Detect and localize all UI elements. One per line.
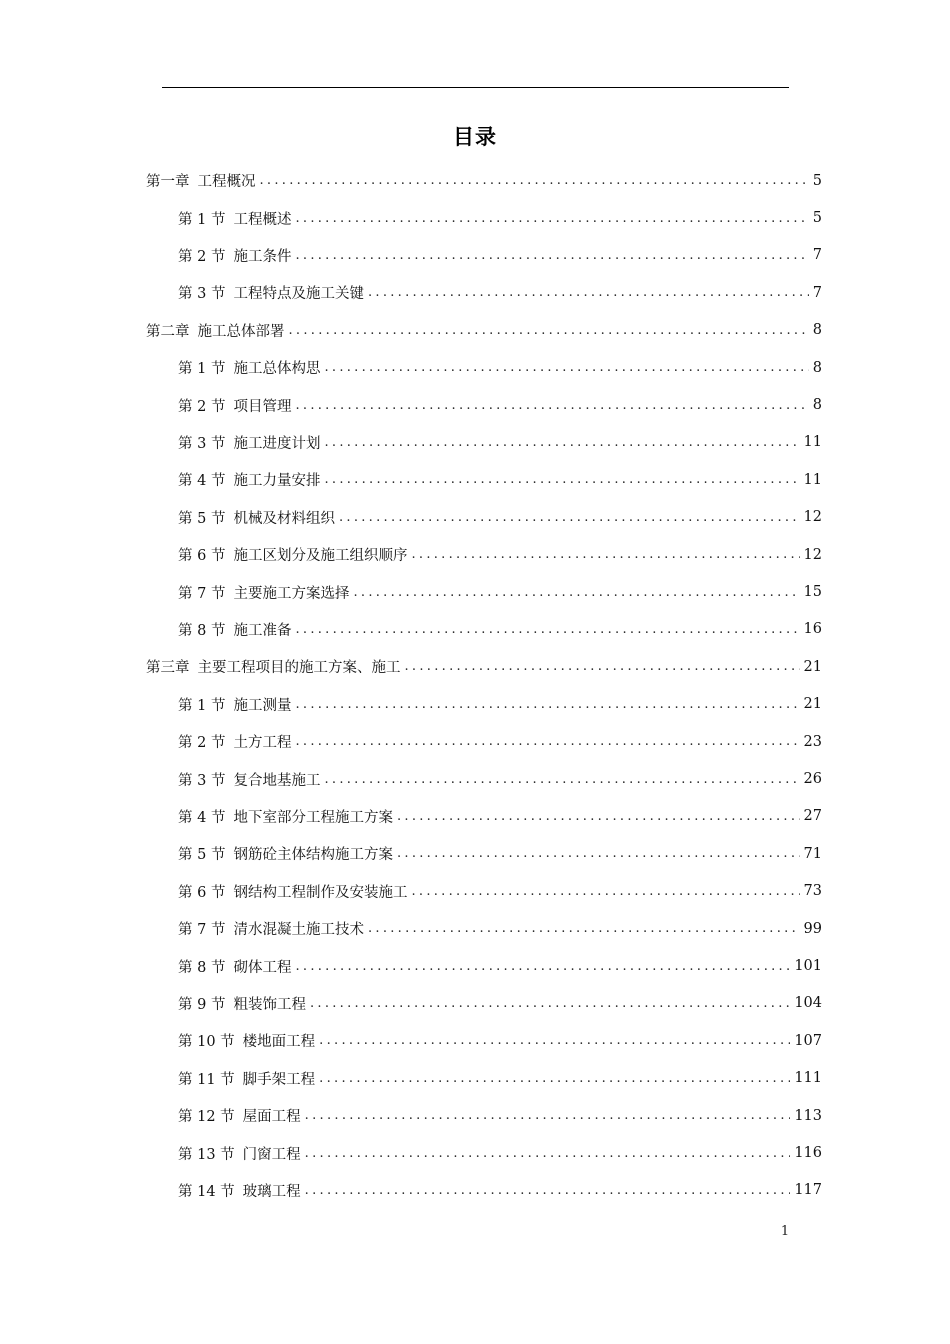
toc-entry-number: 第 2 节	[178, 735, 226, 752]
dot-leader	[295, 248, 808, 263]
toc-section-entry[interactable]	[178, 985, 822, 1022]
toc-entry-number: 第 3 节	[178, 286, 226, 303]
page-number: 1	[780, 1224, 790, 1239]
dot-leader	[324, 472, 799, 487]
toc-section-entry[interactable]	[178, 910, 822, 947]
toc-entry-number: 第 10 节	[178, 1034, 235, 1051]
toc-entry-title: 施工进度计划	[233, 435, 321, 452]
toc-section-entry[interactable]	[178, 1134, 822, 1171]
toc-entry-number: 第 3 节	[178, 435, 226, 452]
dot-leader	[405, 659, 800, 674]
toc-section-entry[interactable]	[178, 760, 822, 797]
toc-entry-page: 117	[794, 1182, 822, 1199]
toc-section-entry[interactable]	[178, 237, 822, 274]
toc-entry-number: 第三章	[146, 660, 190, 677]
toc-entry-number: 第 6 节	[178, 884, 226, 901]
dot-leader	[319, 1033, 790, 1048]
toc-entry-title: 地下室部分工程施工方案	[233, 809, 393, 826]
toc-entry-number: 第 13 节	[178, 1146, 235, 1163]
toc-entry-number: 第 7 节	[178, 585, 226, 602]
toc-entry-title: 机械及材料组织	[233, 510, 335, 527]
toc-entry-page: 71	[803, 845, 822, 862]
toc-section-entry[interactable]	[178, 386, 822, 423]
toc-section-entry[interactable]	[178, 1172, 822, 1209]
toc-entry-number: 第 14 节	[178, 1183, 235, 1200]
toc-entry-title: 施工总体构思	[233, 361, 321, 378]
toc-section-entry[interactable]	[178, 947, 822, 984]
toc-entry-page: 11	[803, 434, 822, 451]
toc-section-entry[interactable]	[178, 873, 822, 910]
toc-entry-page: 15	[803, 584, 822, 601]
dot-leader	[319, 1071, 790, 1086]
toc-entry-number: 第 5 节	[178, 510, 226, 527]
toc-entry-page: 5	[812, 210, 822, 227]
toc-entry-page: 11	[803, 471, 822, 488]
dot-leader	[295, 697, 799, 712]
toc-entry-title: 工程概述	[233, 211, 292, 228]
toc-entry-page: 7	[812, 284, 822, 301]
toc-chapter-entry[interactable]	[146, 312, 822, 349]
toc-entry-number: 第 3 节	[178, 772, 226, 789]
dot-leader	[397, 846, 800, 861]
dot-leader	[295, 734, 799, 749]
dot-leader	[324, 435, 799, 450]
toc-section-entry[interactable]	[178, 1097, 822, 1134]
toc-entry-number: 第 2 节	[178, 398, 226, 415]
toc-section-entry[interactable]	[178, 1060, 822, 1097]
toc-section-entry[interactable]	[178, 686, 822, 723]
toc-entry-title: 钢结构工程制作及安装施工	[233, 884, 408, 901]
dot-leader	[310, 996, 790, 1011]
toc-entry-title: 屋面工程	[242, 1109, 301, 1126]
toc-entry-page: 104	[794, 995, 822, 1012]
toc-entry-number: 第 2 节	[178, 248, 226, 265]
toc-entry-title: 土方工程	[233, 735, 292, 752]
dot-leader	[411, 884, 799, 899]
toc-title: 目录	[453, 125, 497, 149]
toc-entry-title: 粗装饰工程	[233, 996, 306, 1013]
toc-entry-title: 施工力量安排	[233, 473, 321, 490]
toc-entry-title: 项目管理	[233, 398, 292, 415]
toc-entry-number: 第 12 节	[178, 1109, 235, 1126]
toc-entry-page: 116	[794, 1145, 822, 1162]
toc-section-entry[interactable]	[178, 349, 822, 386]
toc-section-entry[interactable]	[178, 1022, 822, 1059]
dot-leader	[305, 1146, 791, 1161]
toc-entry-title: 施工总体部署	[197, 323, 285, 340]
dot-leader	[295, 622, 799, 637]
dot-leader	[339, 510, 800, 525]
toc-entry-number: 第 8 节	[178, 622, 226, 639]
dot-leader	[295, 211, 808, 226]
toc-entry-page: 5	[812, 172, 822, 189]
dot-leader	[289, 323, 809, 338]
toc-entry-title: 清水混凝土施工技术	[233, 922, 364, 939]
toc-entry-title: 楼地面工程	[242, 1034, 316, 1051]
toc-entry-number: 第 1 节	[178, 697, 226, 714]
dot-leader	[295, 398, 808, 413]
toc-entry-title: 施工条件	[233, 248, 292, 265]
dot-leader	[305, 1183, 791, 1198]
toc-section-entry[interactable]	[178, 461, 822, 498]
toc-entry-title: 玻璃工程	[242, 1183, 301, 1200]
dot-leader	[353, 585, 799, 600]
toc-entry-title: 脚手架工程	[242, 1071, 316, 1088]
toc-entry-page: 23	[803, 733, 822, 750]
toc-chapter-entry[interactable]	[146, 648, 822, 685]
toc-entry-number: 第二章	[146, 323, 190, 340]
toc-section-entry[interactable]	[178, 499, 822, 536]
toc-entry-page: 26	[803, 771, 822, 788]
toc-entry-number: 第一章	[146, 174, 190, 191]
toc-entry-page: 113	[794, 1107, 822, 1124]
toc-entry-number: 第 8 节	[178, 959, 226, 976]
toc-section-entry[interactable]	[178, 611, 822, 648]
toc-entry-title: 门窗工程	[242, 1146, 301, 1163]
toc-section-entry[interactable]	[178, 723, 822, 760]
toc-entry-number: 第 7 节	[178, 922, 226, 939]
toc-section-entry[interactable]	[178, 798, 822, 835]
dot-leader	[324, 360, 808, 375]
toc-entry-title: 钢筋砼主体结构施工方案	[233, 847, 393, 864]
dot-leader	[260, 173, 809, 188]
toc-entry-title: 施工区划分及施工组织顺序	[233, 548, 408, 565]
toc-entry-number: 第 1 节	[178, 211, 226, 228]
dot-leader	[305, 1108, 791, 1123]
toc-entry-title: 施工测量	[233, 697, 292, 714]
toc-entry-page: 99	[803, 920, 822, 937]
dot-leader	[397, 809, 800, 824]
toc-entry-page: 7	[812, 247, 822, 264]
toc-entry-number: 第 4 节	[178, 809, 226, 826]
toc-section-entry[interactable]	[178, 199, 822, 236]
toc-entry-page: 21	[803, 658, 822, 675]
toc-entry-page: 12	[803, 509, 822, 526]
toc-entry-page: 27	[803, 808, 822, 825]
toc-entry-page: 73	[803, 883, 822, 900]
toc-entry-title: 主要工程项目的施工方案、施工	[197, 660, 401, 677]
toc-entry-page: 16	[803, 621, 822, 638]
toc-section-entry[interactable]	[178, 573, 822, 610]
toc-entry-page: 101	[794, 958, 822, 975]
toc-entry-page: 21	[803, 696, 822, 713]
dot-leader	[295, 959, 790, 974]
toc-entry-page: 107	[794, 1032, 822, 1049]
dot-leader	[411, 547, 799, 562]
dot-leader	[368, 285, 809, 300]
toc-entry-page: 8	[812, 359, 822, 376]
toc-entry-number: 第 5 节	[178, 847, 226, 864]
header-rule	[162, 87, 789, 88]
toc-entry-page: 111	[794, 1070, 822, 1087]
toc-entry-title: 工程特点及施工关键	[233, 286, 364, 303]
dot-leader	[324, 772, 799, 787]
toc-entry-page: 12	[803, 546, 822, 563]
toc-entry-number: 第 4 节	[178, 473, 226, 490]
toc-entry-page: 8	[812, 322, 822, 339]
toc-section-entry[interactable]	[178, 424, 822, 461]
toc-section-entry[interactable]	[178, 835, 822, 872]
toc-section-entry[interactable]	[178, 274, 822, 311]
toc-entry-number: 第 9 节	[178, 996, 226, 1013]
toc-entry-title: 工程概况	[197, 174, 256, 191]
toc-chapter-entry[interactable]	[146, 162, 822, 199]
toc-entry-page: 8	[812, 397, 822, 414]
toc-entry-title: 施工准备	[233, 622, 292, 639]
dot-leader	[368, 921, 800, 936]
toc-entry-number: 第 11 节	[178, 1071, 235, 1088]
toc-entry-title: 主要施工方案选择	[233, 585, 350, 602]
toc-entry-number: 第 6 节	[178, 548, 226, 565]
toc-section-entry[interactable]	[178, 536, 822, 573]
toc-entry-title: 砌体工程	[233, 959, 292, 976]
toc-entry-title: 复合地基施工	[233, 772, 321, 789]
toc-entry-number: 第 1 节	[178, 361, 226, 378]
